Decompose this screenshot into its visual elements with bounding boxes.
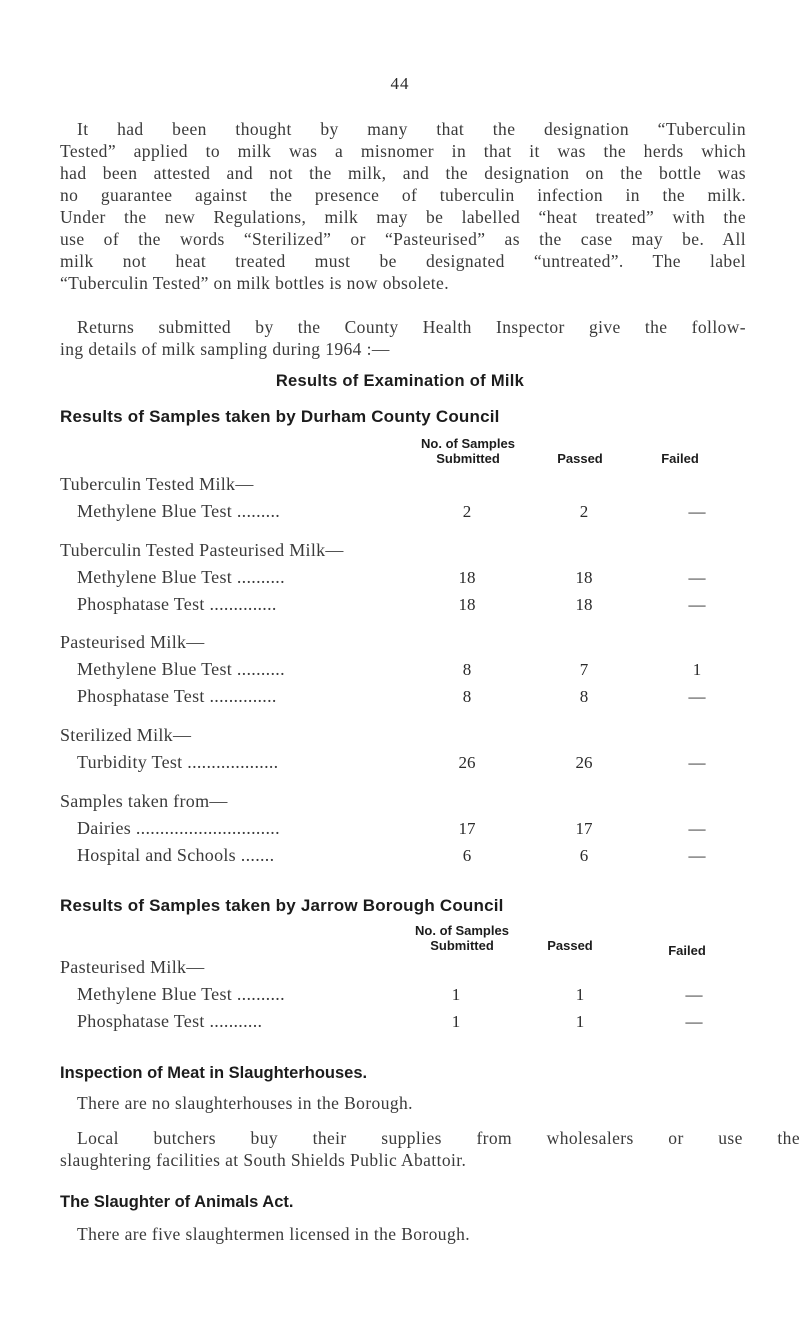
group-label: Tuberculin Tested Pasteurised Milk— (60, 540, 344, 560)
intro-line: Tested” applied to milk was a misnomer in that it was the herds which (60, 141, 746, 161)
row-label: Dairies .............................. (77, 818, 280, 838)
page-number: 44 (390, 74, 410, 93)
cell-failed: — (688, 595, 706, 614)
cell-submitted: 2 (462, 502, 472, 521)
cell-submitted: 18 (458, 568, 476, 587)
jarrow-col-passed: Passed (547, 938, 593, 953)
cell-failed: — (688, 819, 706, 838)
cell-passed: 26 (575, 753, 593, 772)
intro-line: “Tuberculin Tested” on milk bottles is now obsolete. (60, 273, 449, 293)
col-submitted-line2: Submitted (436, 451, 500, 466)
cell-submitted: 1 (451, 1012, 461, 1031)
cell-submitted: 1 (451, 985, 461, 1004)
cell-passed: 6 (579, 846, 589, 865)
cell-passed: 1 (575, 985, 585, 1004)
cell-passed: 17 (575, 819, 593, 838)
cell-submitted: 17 (458, 819, 476, 838)
intro-line: had been attested and not the milk, and the designation on the bottle was (60, 163, 746, 183)
meat-para-line: Local butchers buy their supplies from wholesalers or use the (77, 1128, 800, 1148)
intro-line: use of the words “Sterilized” or “Pasteurised” as the case may be. All (60, 229, 746, 249)
cell-submitted: 6 (462, 846, 472, 865)
row-label: Turbidity Test ................... (77, 752, 279, 772)
cell-failed: — (685, 985, 703, 1004)
cell-failed: — (688, 753, 706, 772)
group-label: Samples taken from— (60, 791, 228, 811)
durham-heading: Results of Samples taken by Durham County Council (60, 407, 500, 426)
jarrow-col-submitted (392, 923, 532, 953)
cell-submitted: 8 (462, 687, 472, 706)
cell-failed: — (688, 687, 706, 706)
row-label: Phosphatase Test ........... (77, 1011, 263, 1031)
row-label: Methylene Blue Test .......... (77, 659, 285, 679)
intro-line: It had been thought by many that the designation “Tuberculin (77, 119, 746, 139)
cell-passed: 18 (575, 568, 593, 587)
meat-para-line: slaughtering facilities at South Shields Public Abattoir. (60, 1150, 467, 1170)
durham-col-submitted (398, 436, 538, 466)
cell-submitted: 26 (458, 753, 476, 772)
jarrow-col-failed: Failed (668, 943, 706, 958)
meat-heading: Inspection of Meat in Slaughterhouses. (60, 1064, 368, 1082)
col-submitted-line1: No. of Samples (421, 436, 515, 451)
row-label: Phosphatase Test .............. (77, 594, 277, 614)
jarrow-heading: Results of Samples taken by Jarrow Borough Council (60, 896, 504, 915)
slaughter-act-heading: The Slaughter of Animals Act. (60, 1193, 294, 1211)
row-label: Methylene Blue Test .......... (77, 567, 285, 587)
meat-paragraph (60, 1127, 800, 1171)
cell-passed: 18 (575, 595, 593, 614)
intro-paragraph (60, 118, 746, 294)
group-label: Sterilized Milk— (60, 725, 192, 745)
cell-failed: 1 (692, 660, 702, 679)
col-submitted-line2: Submitted (430, 938, 494, 953)
cell-submitted: 8 (462, 660, 472, 679)
group-label: Pasteurised Milk— (60, 957, 205, 977)
cell-failed: — (688, 846, 706, 865)
cell-passed: 2 (579, 502, 589, 521)
cell-failed: — (688, 502, 706, 521)
cell-failed: — (685, 1012, 703, 1031)
intro-line: Under the new Regulations, milk may be labelled “heat treated” with the (60, 207, 746, 227)
meat-line-text: There are no slaughterhouses in the Borough. (77, 1093, 413, 1113)
group-label: Pasteurised Milk— (60, 632, 205, 652)
cell-failed: — (688, 568, 706, 587)
returns-paragraph (60, 316, 746, 360)
row-label: Hospital and Schools ....... (77, 845, 275, 865)
returns-line: ing details of milk sampling during 1964 :— (60, 339, 390, 359)
cell-passed: 7 (579, 660, 589, 679)
row-label: Methylene Blue Test .......... (77, 984, 285, 1004)
cell-passed: 8 (579, 687, 589, 706)
slaughter-act-line (77, 1223, 717, 1245)
main-heading: Results of Examination of Milk (275, 372, 525, 390)
row-label: Methylene Blue Test ......... (77, 501, 281, 521)
meat-line (77, 1092, 677, 1114)
slaughter-act-text: There are five slaughtermen licensed in the Borough. (77, 1224, 471, 1244)
returns-line: Returns submitted by the County Health Inspector give the follow- (77, 317, 746, 337)
col-submitted-line1: No. of Samples (415, 923, 509, 938)
durham-col-passed: Passed (557, 451, 603, 466)
row-label: Phosphatase Test .............. (77, 686, 277, 706)
group-label: Tuberculin Tested Milk— (60, 474, 254, 494)
intro-line: no guarantee against the presence of tuberculin infection in the milk. (60, 185, 746, 205)
cell-passed: 1 (575, 1012, 585, 1031)
intro-line: milk not heat treated must be designated “untreated”. The label (60, 251, 746, 271)
durham-col-failed: Failed (661, 451, 699, 466)
cell-submitted: 18 (458, 595, 476, 614)
